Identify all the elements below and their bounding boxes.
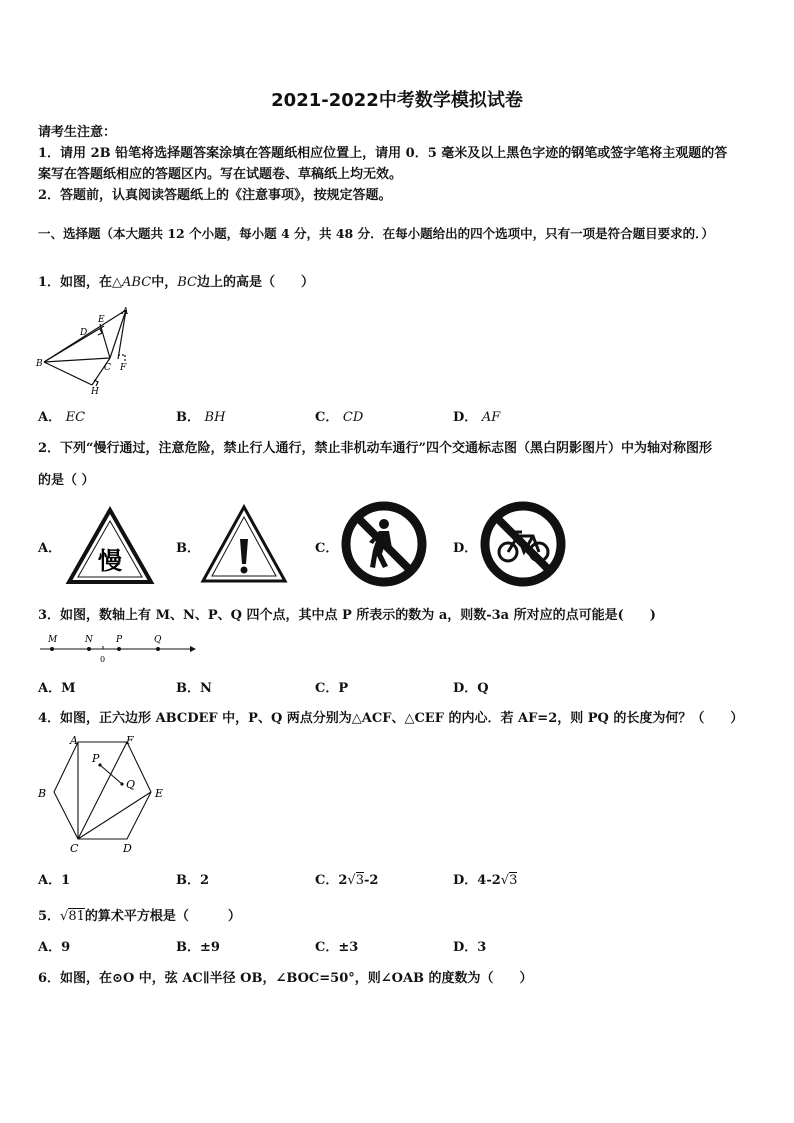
q1-option-d-letter: D．: [453, 410, 478, 425]
q5-option-b-letter: B．: [176, 940, 200, 955]
slow-sign-char: 慢: [98, 546, 122, 575]
notice-line-1a: 1．请用 2B 铅笔将选择题答案涂填在答题纸相应位置上，请用 0．5 毫米及以上黑色字迹的钢笔或签字笔将主观题的答: [38, 146, 728, 161]
q1-figure: [36, 300, 146, 395]
q6-stem: 6．如图，在⊙O 中，弦 AC∥半径 OB，∠BOC=50°，则∠OAB 的度数为（ ）: [38, 971, 533, 986]
q4-option-b[interactable]: [176, 869, 209, 888]
q3-stem: 3．如图，数轴上有 M、N、P、Q 四个点，其中点 P 所表示的数为 a，则数-3a 所对应的点可能是( ): [38, 608, 656, 623]
q3-option-a[interactable]: [38, 677, 75, 696]
no-bicycle-sign-icon: [478, 500, 568, 588]
q1-label-e: E: [98, 315, 105, 325]
q3-option-d[interactable]: [453, 677, 489, 696]
q4-option-c-pre: 2: [338, 873, 348, 888]
q3-axis-label-m: M: [48, 635, 58, 645]
q3-option-a-letter: A．: [38, 681, 62, 696]
q3-option-b-letter: B．: [176, 681, 200, 696]
q2-option-b-letter[interactable]: B．: [176, 541, 200, 556]
q3-axis-label-p: P: [116, 635, 123, 645]
q4-label-q: Q: [126, 778, 136, 791]
q4-option-a-value: 1: [61, 873, 71, 888]
q5-number: 5．: [38, 909, 61, 924]
q5-option-a-letter: A．: [38, 940, 62, 955]
q4-stem: 4．如图，正六边形 ABCDEF 中，P、Q 两点分别为△ACF、△CEF 的内心．若 AF=2，则 PQ 的长度为何？（ ）: [38, 711, 744, 726]
danger-sign-icon: [200, 504, 288, 584]
slow-sign-icon: [66, 507, 154, 585]
section-heading: 一、选择题（本大题共 12 个小题，每小题 4 分，共 48 分．在每小题给出的四个选项中，只有一项是符合题目要求的．）: [38, 226, 714, 241]
q4-label-p: P: [92, 752, 100, 765]
q5-option-c-letter: C．: [315, 940, 339, 955]
q1-option-a-letter: A．: [38, 410, 62, 425]
q1-option-c-value: CD: [342, 410, 364, 425]
q4-label-d: D: [123, 842, 132, 855]
q5-option-d-letter: D．: [453, 940, 478, 955]
q3-option-d-value: Q: [477, 681, 489, 696]
q1-label-a: A: [122, 307, 129, 317]
q1-stem-a: 1．如图，在: [38, 275, 113, 290]
q4-option-c-radicand: 3: [355, 873, 364, 888]
q2-option-a-letter[interactable]: A．: [38, 541, 62, 556]
q5-option-b[interactable]: [176, 936, 220, 955]
q1-option-b-value: BH: [204, 410, 226, 425]
q1-stem-b: 中，: [151, 275, 178, 290]
q1-option-b-letter: B．: [176, 410, 200, 425]
q1-stem-c: 边上的高是（ ）: [196, 275, 314, 290]
q4-option-c[interactable]: C．2√3-2: [315, 873, 379, 888]
q1-label-h: H: [91, 387, 99, 397]
q4-option-d[interactable]: D．4-2√3: [453, 873, 518, 888]
q1-stem-triangle: △ABC: [112, 275, 152, 290]
no-pedestrian-sign-icon: [340, 500, 428, 588]
q5-option-b-value: ±9: [200, 940, 220, 955]
q4-option-b-value: 2: [200, 873, 210, 888]
q1-option-b[interactable]: [176, 406, 225, 425]
q2-stem-line-1: 2．下列“慢行通过，注意危险，禁止行人通行，禁止非机动车通行”四个交通标志图（黑白阴影图片）中为轴对称图形: [38, 441, 713, 456]
q3-option-a-value: M: [61, 681, 76, 696]
q4-label-a: A: [70, 734, 78, 747]
q1-option-c[interactable]: [315, 406, 363, 425]
q3-option-c-value: P: [338, 681, 349, 696]
q2-option-d-letter[interactable]: D．: [453, 541, 478, 556]
q5-stem: 5．√81的算术平方根是（ ）: [38, 909, 241, 924]
q4-option-a-letter: A．: [38, 873, 62, 888]
q1-label-c: C: [104, 363, 111, 373]
q3-option-b-value: N: [200, 681, 212, 696]
q4-option-c-letter: C．: [315, 873, 339, 888]
q4-label-f: F: [126, 734, 134, 747]
q5-radicand: 81: [68, 909, 85, 924]
q4-option-c-post: -2: [363, 873, 379, 888]
notice-line-1b: 案写在答题纸相应的答题区内。写在试题卷、草稿纸上均无效。: [38, 167, 403, 182]
q5-option-a[interactable]: [38, 936, 70, 955]
q1-option-a[interactable]: [38, 406, 85, 425]
q4-label-b: B: [38, 787, 47, 800]
notice-heading: 请考生注意：: [38, 125, 117, 140]
exam-title: 2021-2022中考数学模拟试卷: [271, 90, 523, 111]
q3-axis-label-q: Q: [154, 635, 162, 645]
q4-label-e: E: [155, 787, 164, 800]
q3-number-line: [40, 632, 195, 666]
q3-zero-label: 0: [100, 655, 106, 664]
q1-option-d[interactable]: [453, 406, 500, 425]
q1-stem: [38, 271, 314, 290]
q5-option-c-value: ±3: [338, 940, 359, 955]
q1-label-f: F: [120, 363, 127, 373]
notice-line-2: 2．答题前，认真阅读答题纸上的《注意事项》，按规定答题。: [38, 188, 392, 203]
q2-option-c-letter[interactable]: C．: [315, 541, 339, 556]
q4-label-c: C: [70, 842, 79, 855]
q3-option-b[interactable]: [176, 677, 212, 696]
q5-option-a-value: 9: [61, 940, 71, 955]
q3-axis-label-n: N: [85, 635, 93, 645]
q1-label-d: D: [80, 328, 88, 338]
q4-option-d-radicand: 3: [509, 873, 518, 888]
q1-option-c-letter: C．: [315, 410, 339, 425]
q1-label-b: B: [36, 359, 43, 369]
q4-option-d-pre: 4-2: [477, 873, 501, 888]
q3-option-d-letter: D．: [453, 681, 478, 696]
q3-option-c[interactable]: [315, 677, 348, 696]
q5-option-d[interactable]: [453, 936, 486, 955]
q1-option-a-value: EC: [65, 410, 86, 425]
q1-option-d-value: AF: [481, 410, 501, 425]
q4-option-d-letter: D．: [453, 873, 478, 888]
q2-stem-line-2: 的是（ ）: [38, 473, 95, 488]
q5-option-d-value: 3: [477, 940, 487, 955]
q1-stem-bc: BC: [177, 275, 197, 290]
q4-hexagon-figure: [34, 732, 174, 854]
q4-option-b-letter: B．: [176, 873, 200, 888]
q5-option-c[interactable]: [315, 936, 358, 955]
q3-option-c-letter: C．: [315, 681, 339, 696]
q4-option-a[interactable]: [38, 869, 70, 888]
q5-stem-text: 的算术平方根是（ ）: [84, 909, 241, 924]
